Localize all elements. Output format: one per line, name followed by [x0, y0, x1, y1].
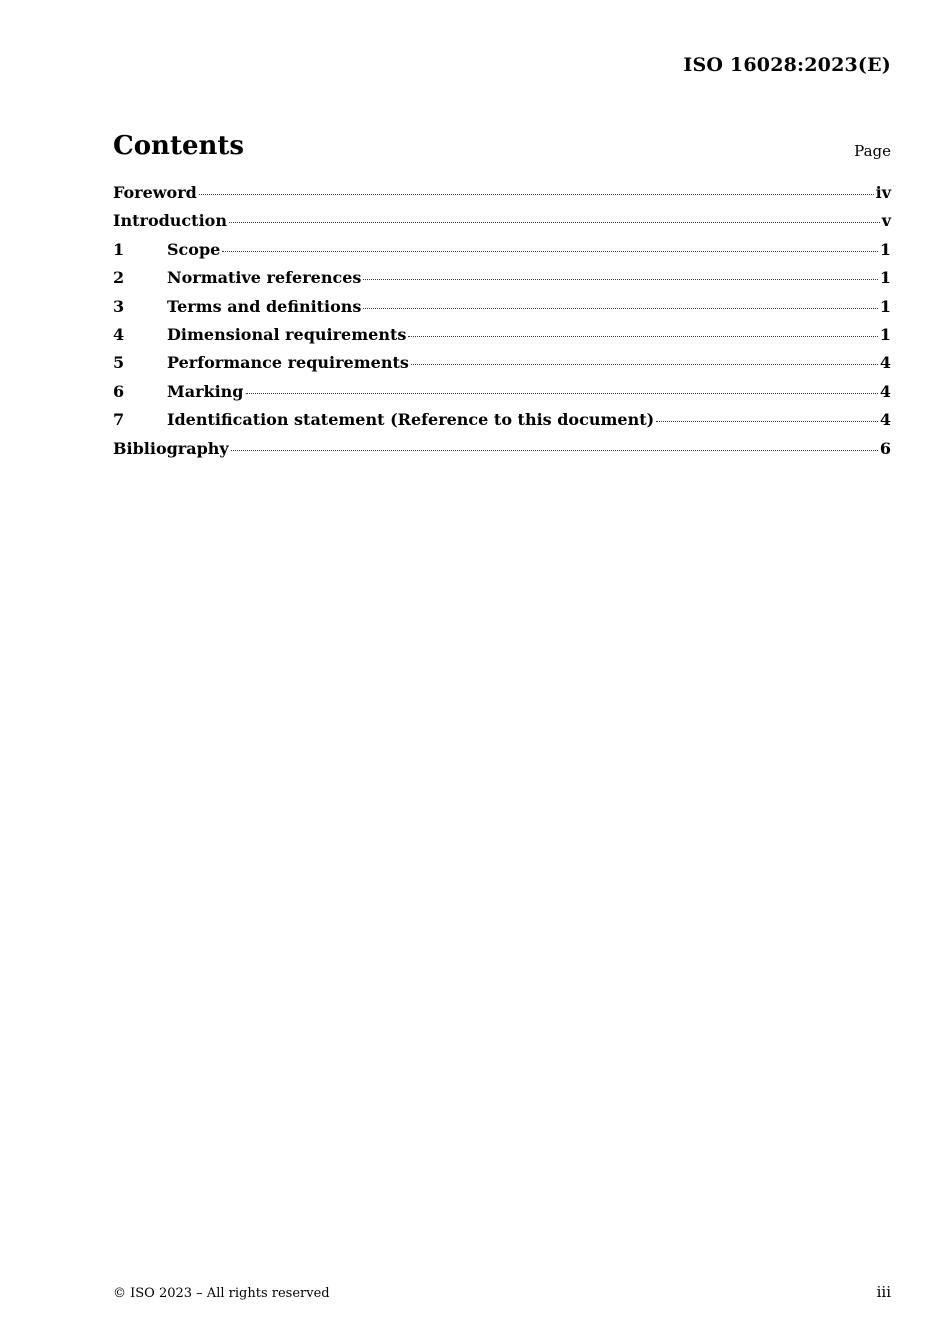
toc-entry-title: Identification statement (Reference to this document) [167, 410, 655, 430]
toc-entry-performance-requirements[interactable] [113, 353, 891, 381]
dot-leader [363, 279, 877, 280]
dot-leader [199, 194, 874, 195]
toc-entry-page: v [881, 211, 891, 231]
toc-entry-bibliography[interactable] [113, 439, 891, 467]
dot-leader [656, 421, 878, 422]
toc-entry-page: 1 [879, 296, 891, 316]
toc-entry-number: 5 [113, 353, 125, 373]
document-id: ISO 16028:2023(E) [683, 54, 891, 76]
table-of-contents [113, 183, 891, 467]
toc-entry-title: Normative references [167, 268, 362, 288]
toc-entry-title: Marking [167, 381, 244, 401]
toc-entry-title: Scope [167, 239, 221, 259]
toc-entry-marking[interactable] [113, 382, 891, 410]
toc-entry-number: 7 [113, 410, 125, 430]
toc-entry-page: 4 [879, 381, 891, 401]
dot-leader [222, 251, 878, 252]
dot-leader [231, 450, 878, 451]
toc-entry-page: 1 [879, 268, 891, 288]
toc-entry-introduction[interactable] [113, 211, 891, 239]
toc-entry-number: 3 [113, 296, 125, 316]
toc-entry-number: 6 [113, 381, 125, 401]
page-column-label: Page [854, 142, 891, 160]
toc-entry-number: 2 [113, 268, 125, 288]
dot-leader [411, 364, 878, 365]
dot-leader [229, 222, 880, 223]
toc-entry-number: 4 [113, 324, 125, 344]
toc-entry-normative-references[interactable] [113, 268, 891, 296]
toc-entry-foreword[interactable] [113, 183, 891, 211]
contents-heading: Contents [113, 131, 245, 161]
dot-leader [246, 393, 878, 394]
toc-entry-identification-statement[interactable] [113, 410, 891, 438]
toc-entry-page: 6 [879, 438, 891, 458]
footer-copyright: © ISO 2023 – All rights reserved [113, 1286, 330, 1301]
toc-entry-number: 1 [113, 239, 125, 259]
toc-entry-page: 1 [879, 324, 891, 344]
toc-entry-page: 1 [879, 239, 891, 259]
toc-entry-page: iv [875, 183, 891, 202]
toc-entry-title: Foreword [113, 183, 197, 202]
toc-entry-title: Performance requirements [167, 353, 409, 373]
toc-entry-page: 4 [879, 410, 891, 430]
footer-page-number: iii [876, 1283, 891, 1301]
toc-entry-title: Terms and definitions [167, 296, 362, 316]
toc-entry-title: Bibliography [113, 438, 229, 458]
toc-entry-scope[interactable] [113, 240, 891, 268]
toc-entry-page: 4 [879, 353, 891, 373]
toc-entry-dimensional-requirements[interactable] [113, 325, 891, 353]
dot-leader [408, 336, 878, 337]
dot-leader [363, 308, 877, 309]
toc-entry-title: Dimensional requirements [167, 324, 407, 344]
toc-entry-terms-and-definitions[interactable] [113, 297, 891, 325]
toc-entry-title: Introduction [113, 211, 227, 231]
